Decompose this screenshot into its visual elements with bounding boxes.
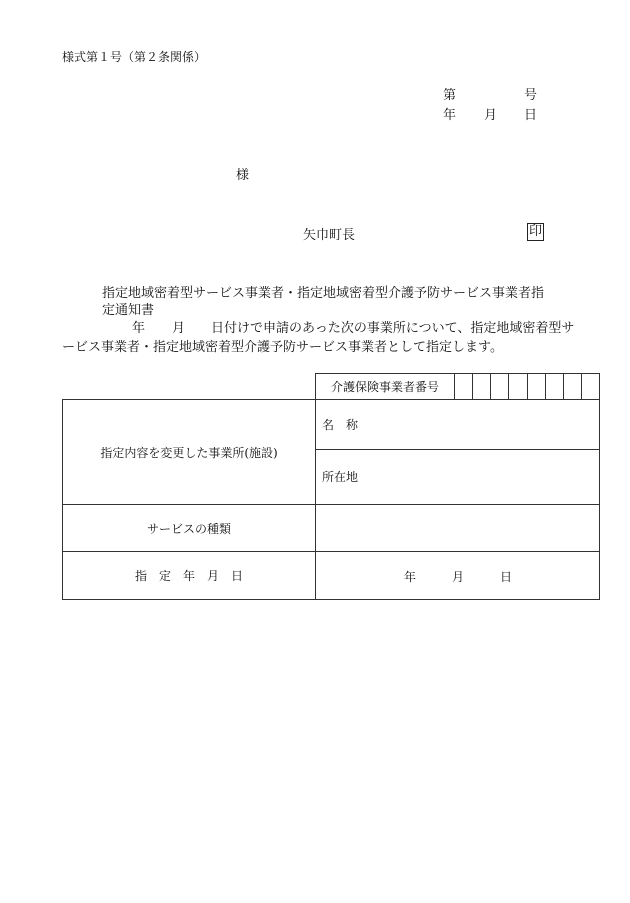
date-month: 月 (484, 108, 498, 123)
service-type-label: サービスの種類 (63, 505, 316, 552)
insurer-number-grid (455, 374, 600, 400)
insurer-number-digit[interactable] (527, 374, 545, 399)
body-text-line-2: ービス事業者・指定地域密着型介護予防サービス事業者として指定します。 (62, 340, 503, 355)
facility-label: 指定内容を変更した事業所(施設) (63, 400, 316, 505)
facility-name-cell[interactable] (316, 400, 600, 450)
facility-address-label: 所在地 (322, 470, 359, 484)
body-text-line-1: 日付けで申請のあった次の事業所について、指定地域密着型サ (211, 321, 575, 336)
service-type-value[interactable] (316, 505, 600, 552)
document-title-line-2: 定通知書 (102, 303, 155, 318)
insurer-number-label: 介護保険事業者番号 (316, 374, 455, 400)
designation-table (62, 373, 600, 600)
seal-mark: 印 (529, 224, 543, 239)
insurer-number-digit[interactable] (581, 374, 599, 399)
facility-address-cell[interactable] (316, 450, 600, 505)
addressee-suffix: 様 (236, 168, 250, 183)
insurer-number-digit[interactable] (563, 374, 581, 399)
empty-header-cell (63, 374, 316, 400)
body-year: 年 (132, 321, 146, 336)
reference-prefix: 第 (443, 88, 457, 103)
designation-date-value[interactable] (316, 552, 600, 600)
body-month: 月 (172, 321, 186, 336)
designation-year: 年 (404, 570, 417, 584)
insurer-number-digit[interactable] (455, 374, 472, 399)
insurer-number-digit[interactable] (490, 374, 508, 399)
designation-day: 日 (500, 570, 513, 584)
date-year: 年 (443, 108, 457, 123)
designation-month: 月 (452, 570, 465, 584)
reference-suffix: 号 (524, 88, 538, 103)
insurer-number-digit[interactable] (545, 374, 563, 399)
date-day: 日 (524, 108, 538, 123)
facility-name-label: 名 称 (322, 418, 359, 432)
form-number: 様式第１号（第２条関係） (62, 50, 207, 64)
insurer-number-digit[interactable] (472, 374, 490, 399)
document-title-line-1: 指定地域密着型サービス事業者・指定地域密着型介護予防サービス事業者指 (102, 286, 545, 301)
designation-date-label: 指 定 年 月 日 (63, 552, 316, 600)
issuer-name: 矢巾町長 (303, 228, 356, 243)
insurer-number-digit[interactable] (508, 374, 526, 399)
